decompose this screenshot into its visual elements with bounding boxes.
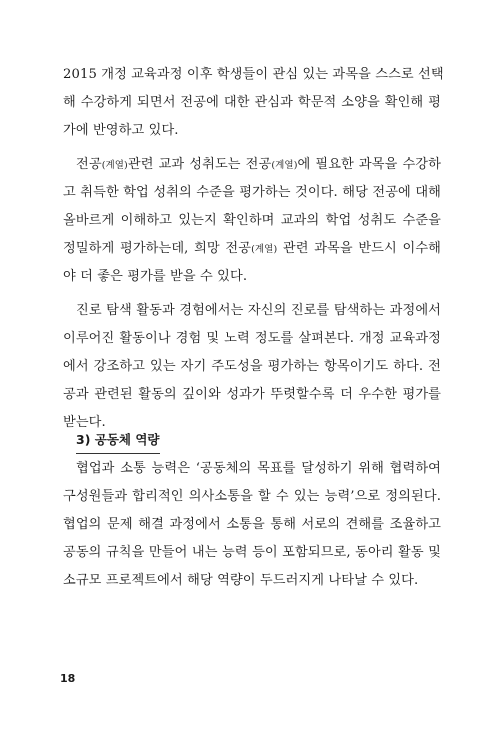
text-line: 2015 개정 교육과정 이후 학생들이 관심 있는 과목을 스스로 선택: [63, 67, 444, 82]
text-line: [76, 150, 441, 180]
text-line: 야 더 좋은 평가를 받을 수 있다.: [63, 269, 248, 284]
text-run: 관련 교과 성취도는 전공: [127, 157, 272, 172]
text-run-small: (계열): [251, 244, 278, 255]
text-line: 공과 관련된 활동의 깊이와 성과가 뚜렷할수록 더 우수한 평가를: [63, 387, 441, 402]
text-line: 고 취득한 학업 성취의 수준을 평가하는 것이다. 해당 전공에 대해: [63, 185, 441, 200]
text-run: 관련 과목을 반드시 이수해: [277, 241, 442, 256]
text-line: 이루어진 활동이나 경험 및 노력 정도를 살펴본다. 개정 교육과정: [63, 331, 441, 346]
text-line: 소규모 프로젝트에서 해당 역량이 두드러지게 나타날 수 있다.: [63, 573, 419, 588]
text-line: 가에 반영하고 있다.: [63, 123, 179, 138]
text-line: [63, 234, 441, 264]
text-run: 에 필요한 과목을 수강하: [297, 157, 441, 172]
section-heading: 3) 공동체 역량: [76, 427, 160, 454]
text-line: 받는다.: [63, 415, 106, 430]
text-run: 정밀하게 평가하는데, 희망 전공: [63, 241, 252, 256]
text-line: 진로 탐색 활동과 경험에서는 자신의 진로를 탐색하는 과정에서: [76, 303, 441, 318]
text-line: 구성원들과 합리적인 의사소통을 할 수 있는 능력’으로 정의된다.: [63, 489, 441, 504]
text-run: 전공: [76, 157, 102, 172]
text-line: 협업과 소통 능력은 ‘공동체의 목표를 달성하기 위해 협력하여: [76, 461, 441, 476]
page-number: 18: [60, 672, 76, 685]
text-run-small: (계열): [271, 160, 298, 171]
text-line: 공동의 규칙을 만들어 내는 능력 등이 포함되므로, 동아리 활동 및: [63, 545, 441, 560]
text-run-small: (계열): [101, 160, 128, 171]
text-line: 올바르게 이해하고 있는지 확인하며 교과의 학업 성취도 수준을: [63, 213, 441, 228]
text-line: 협업의 문제 해결 과정에서 소통을 통해 서로의 견해를 조율하고: [63, 517, 441, 532]
text-line: 에서 강조하고 있는 자기 주도성을 평가하는 항목이기도 하다. 전: [63, 359, 441, 374]
text-line: 해 수강하게 되면서 전공에 대한 관심과 학문적 소양을 확인해 평: [63, 95, 441, 110]
